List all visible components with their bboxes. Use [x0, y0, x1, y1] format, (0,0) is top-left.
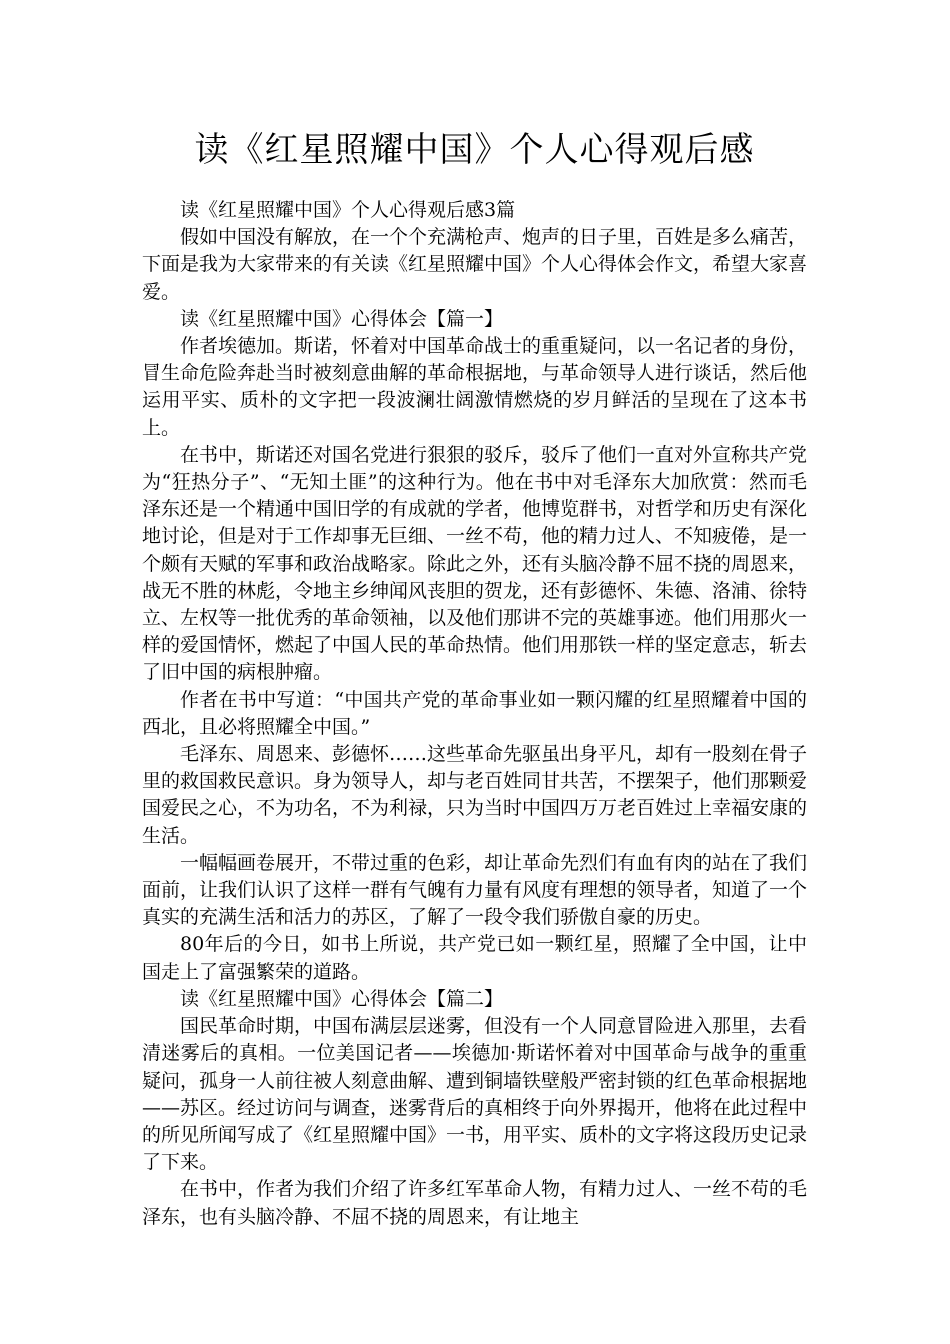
- section-heading-part-one: 读《红星照耀中国》心得体会【篇一】: [180, 307, 504, 330]
- section-heading-part-two: 读《红星照耀中国》心得体会【篇二】: [180, 987, 504, 1010]
- subtitle-paragraph: 读《红星照耀中国》个人心得观后感3篇: [180, 199, 516, 221]
- body-paragraph: 国民革命时期，中国布满层层迷雾，但没有一个人同意冒险进入那里，去看清迷雾后的真相。一位美国记者——埃德加·斯诺怀着对中国革命与战争的重重疑问，孤身一人前往被人刻意曲解、遭到铜墙铁壁般严密封锁的红色革命根据地——苏区。经过访问与调查，迷雾背后的真相终于向外界揭开，他将在此过程中的所见所闻写成了《红星照耀中国》一书，用平实、质朴的文字将这段历史记录了下来。: [142, 1015, 808, 1174]
- body-paragraph: 作者埃德加。斯诺，怀着对中国革命战士的重重疑问，以一名记者的身份，冒生命危险奔赴当时被刻意曲解的革命根据地，与革命领导人进行谈话，然后他运用平实、质朴的文字把一段波澜壮阔激情燃烧的岁月鲜活的呈现在了这本书上。: [142, 335, 808, 439]
- body-paragraph: 作者在书中写道：“中国共产党的革命事业如一颗闪耀的红星照耀着中国的西北，且必将照耀全中国。”: [142, 688, 807, 738]
- body-paragraph: 一幅幅画卷展开，不带过重的色彩，却让革命先烈们有血有肉的站在了我们面前，让我们认识了这样一群有气魄有力量有风度有理想的领导者，知道了一个真实的充满生活和活力的苏区，了解了一段令我们骄傲自豪的历史。: [142, 851, 808, 929]
- body-paragraph: 毛泽东、周恩来、彭德怀……这些革命先驱虽出身平凡，却有一股刻在骨子里的救国救民意识。身为领导人，却与老百姓同甘共苦，不摆架子，他们那颗爱国爱民之心，不为功名，不为利禄，只为当时中国四万万老百姓过上幸福安康的生活。: [142, 743, 808, 847]
- body-paragraph: 在书中，作者为我们介绍了许多红军革命人物，有精力过人、一丝不苟的毛泽东，也有头脑冷静、不屈不挠的周恩来，有让地主: [142, 1178, 808, 1228]
- body-paragraph: 80年后的今日，如书上所说，共产党已如一颗红星，照耀了全中国，让中国走上了富强繁荣的道路。: [142, 933, 807, 983]
- document-title: 读《红星照耀中国》个人心得观后感: [194, 130, 755, 170]
- body-paragraph: 在书中，斯诺还对国名党进行狠狠的驳斥，驳斥了他们一直对外宣称共产党为“狂热分子”、“无知土匪”的这种行为。他在书中对毛泽东大加欣赏：然而毛泽东还是一个精通中国旧学的有成就的学者，他博览群书，对哲学和历史有深化地讨论，但是对于工作却事无巨细、一丝不苟，他的精力过人、不知疲倦，是一个颇有天赋的军事和政治战略家。除此之外，还有头脑冷静不屈不挠的周恩来，战无不胜的林彪，令地主乡绅闻风丧胆的贺龙，还有彭德怀、朱德、洛浦、徐特立、左权等一批优秀的革命领袖，以及他们那讲不完的英雄事迹。他们用那火一样的爱国情怀，燃起了中国人民的革命热情。他们用那铁一样的坚定意志，斩去了旧中国的病根肿瘤。: [142, 443, 808, 684]
- intro-paragraph: 假如中国没有解放，在一个个充满枪声、炮声的日子里，百姓是多么痛苦，下面是我为大家带来的有关读《红星照耀中国》个人心得体会作文，希望大家喜爱。: [142, 226, 808, 303]
- document-body: [142, 197, 807, 1231]
